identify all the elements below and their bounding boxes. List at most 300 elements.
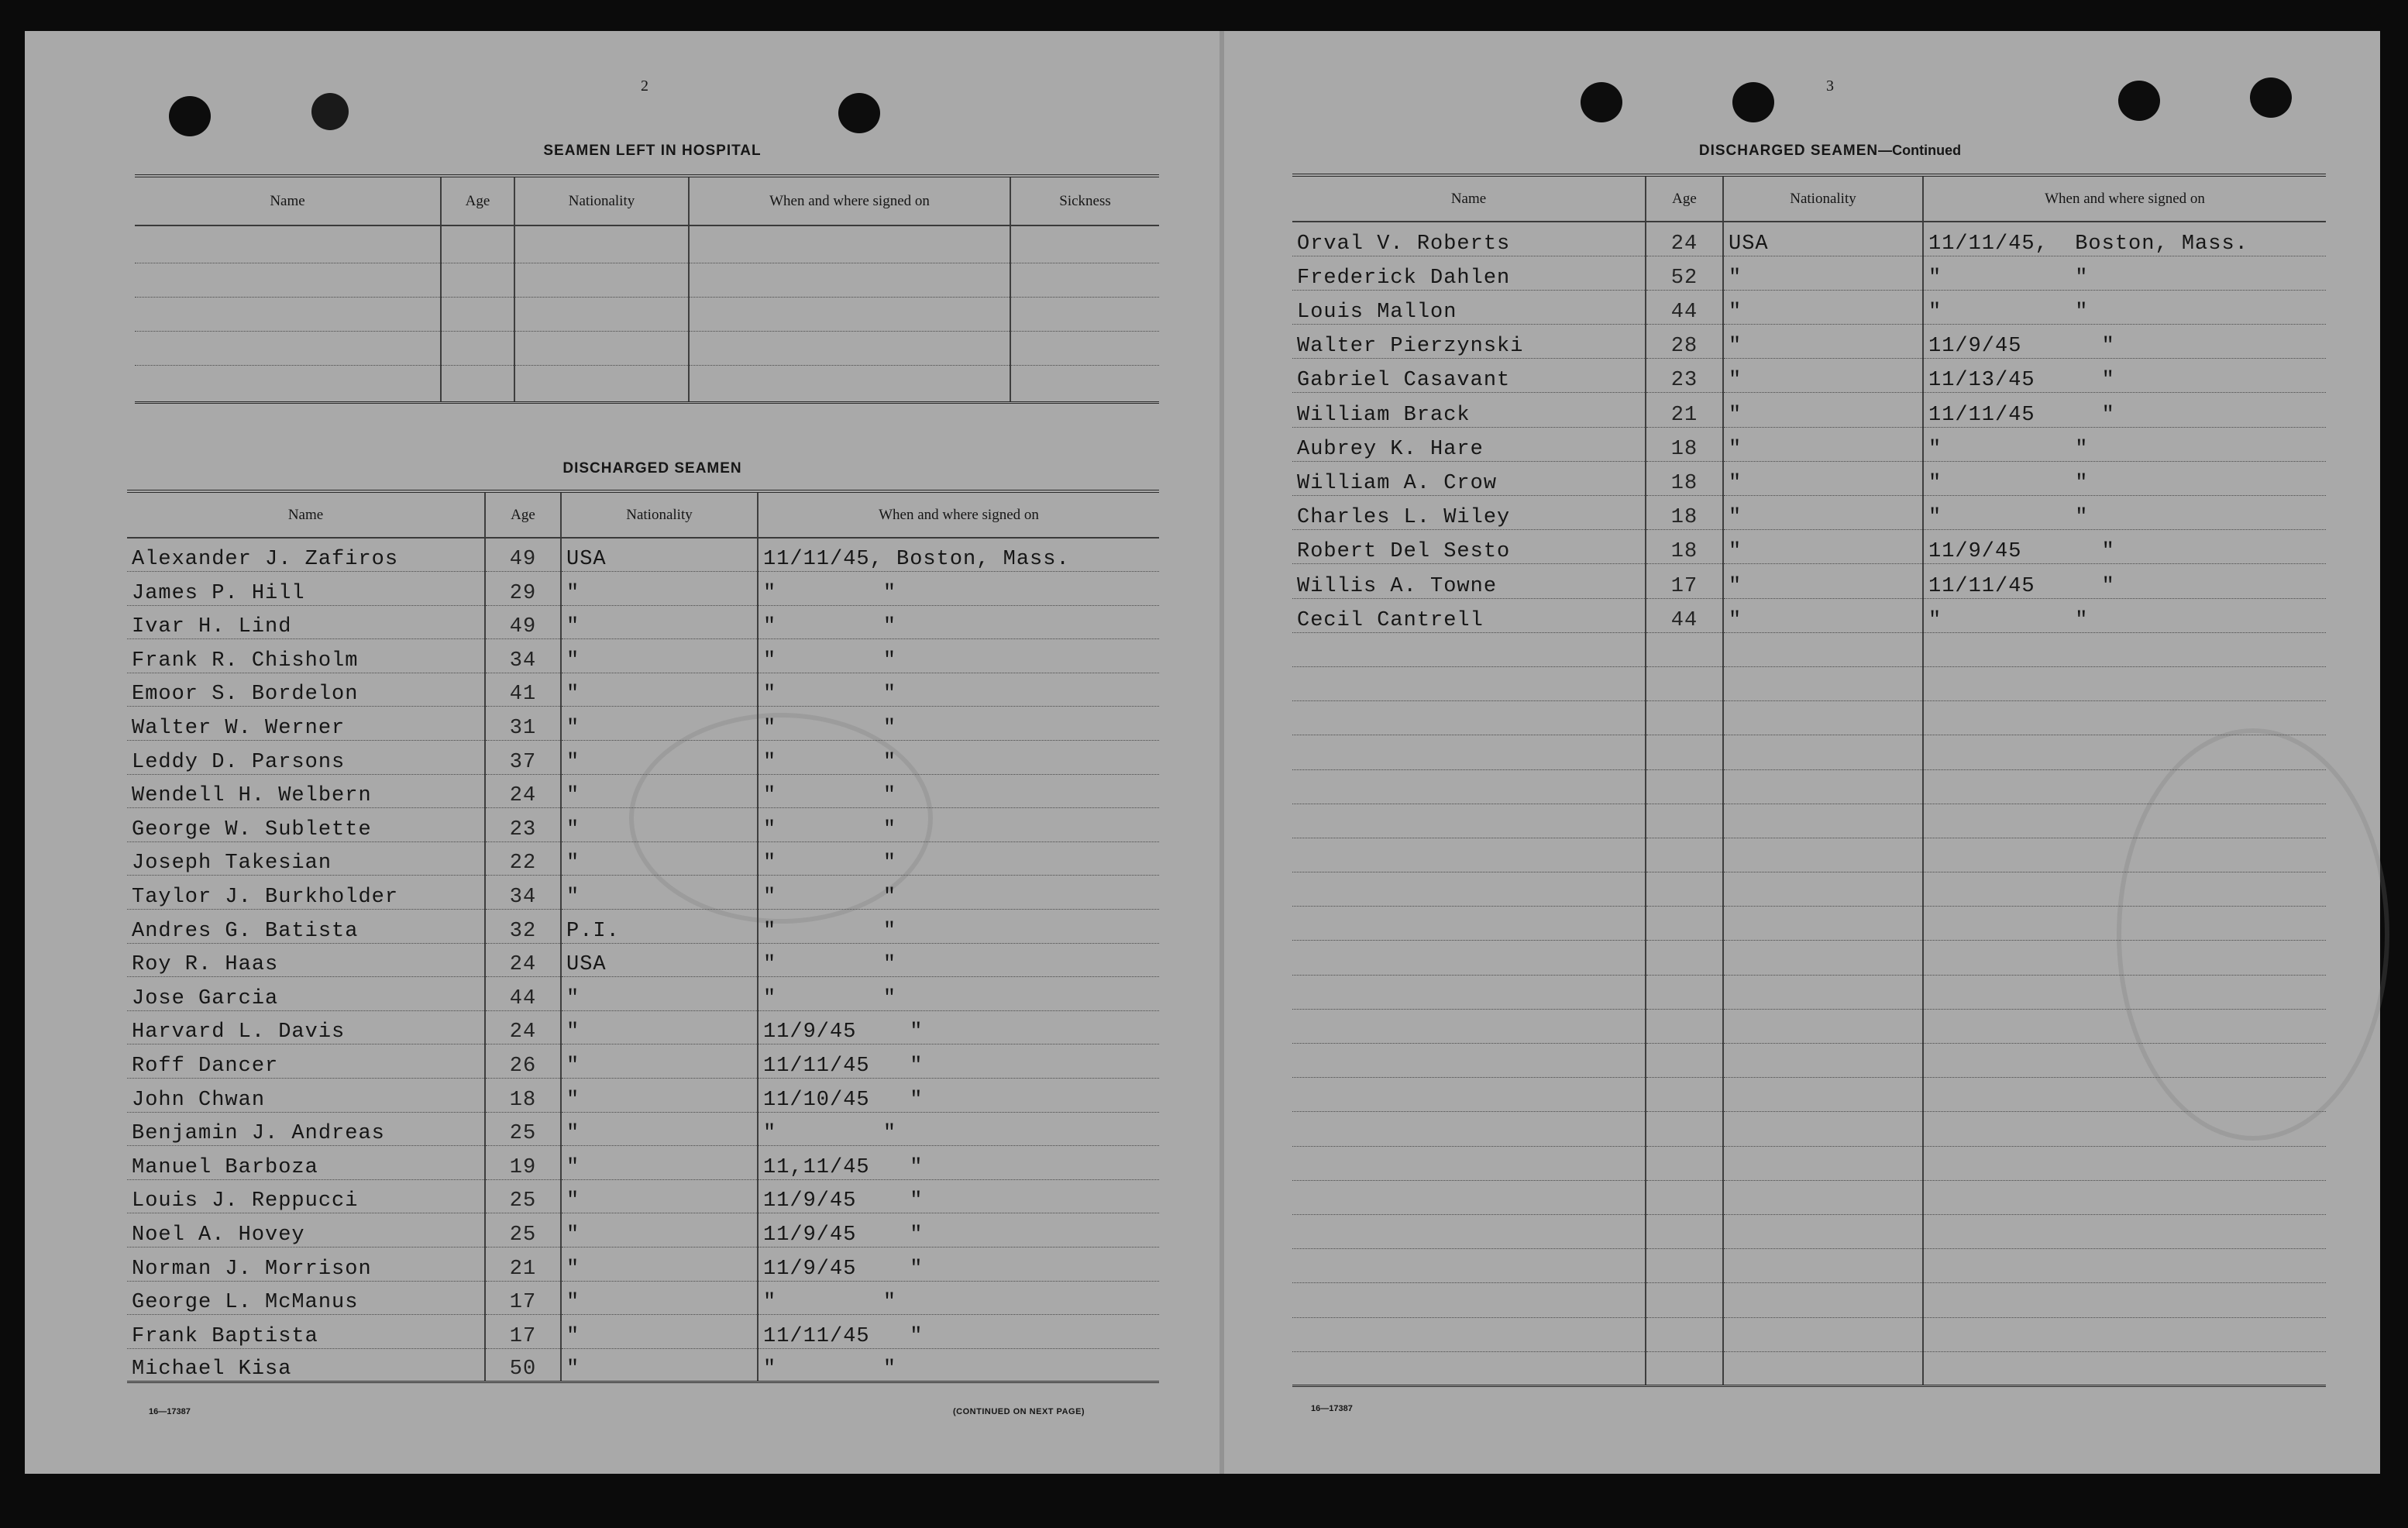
age-cell: 18 (1646, 530, 1723, 564)
age-cell: 18 (1646, 427, 1723, 461)
name-cell (1292, 1009, 1646, 1043)
name-cell: John Chwan (127, 1079, 485, 1113)
signed-on-cell (1923, 838, 2326, 872)
name-cell: Noel A. Hovey (127, 1213, 485, 1248)
col-header-name: Name (127, 491, 485, 538)
name-cell: Leddy D. Parsons (127, 741, 485, 775)
table-row (127, 1213, 1159, 1248)
name-cell (1292, 1283, 1646, 1317)
nationality-cell (1723, 1317, 1923, 1351)
table-row (127, 1146, 1159, 1180)
table-row (1292, 393, 2326, 427)
nationality-cell: " (561, 673, 758, 707)
age-cell: 22 (485, 841, 561, 876)
discharged-continued-title (1652, 143, 2008, 160)
col-header-name: Name (1292, 175, 1646, 222)
form-number: 16—17387 (149, 1407, 191, 1416)
table-row (127, 707, 1159, 741)
nationality-cell: " (561, 977, 758, 1011)
table-row (1292, 325, 2326, 359)
nationality-cell (1723, 975, 1923, 1009)
name-cell (1292, 838, 1646, 872)
age-cell: 31 (485, 707, 561, 741)
nationality-cell (1723, 1146, 1923, 1180)
age-cell (1646, 804, 1723, 838)
age-cell (1646, 872, 1723, 907)
name-cell: Charles L. Wiley (1292, 496, 1646, 530)
table-row (127, 876, 1159, 910)
nationality-cell: " (561, 605, 758, 639)
nationality-cell: USA (561, 538, 758, 572)
col-header-signed-on: When and where signed on (758, 491, 1159, 538)
name-cell: Jose Garcia (127, 977, 485, 1011)
signed-on-cell: " " (1923, 427, 2326, 461)
signed-on-cell: " " (758, 977, 1159, 1011)
nationality-cell (1723, 1214, 1923, 1248)
col-header-sickness: Sickness (1010, 176, 1159, 225)
name-cell (1292, 1214, 1646, 1248)
age-cell: 29 (485, 572, 561, 606)
table-row (1292, 1249, 2326, 1283)
name-cell: Norman J. Morrison (127, 1247, 485, 1281)
signed-on-cell: " " (758, 639, 1159, 673)
signed-on-cell (1923, 701, 2326, 735)
name-cell: James P. Hill (127, 572, 485, 606)
signed-on-cell: " " (758, 774, 1159, 808)
name-cell (1292, 907, 1646, 941)
age-cell (1646, 1112, 1723, 1146)
age-cell: 41 (485, 673, 561, 707)
name-cell (1292, 1044, 1646, 1078)
col-header-name: Name (135, 176, 441, 225)
signed-on-cell: 11/9/45 " (1923, 325, 2326, 359)
age-cell: 34 (485, 639, 561, 673)
table-row (1292, 1180, 2326, 1214)
age-cell (1646, 975, 1723, 1009)
table-row (1292, 804, 2326, 838)
signed-on-cell: " " (758, 605, 1159, 639)
age-cell: 49 (485, 605, 561, 639)
nationality-cell: USA (1723, 222, 1923, 256)
age-cell (1646, 666, 1723, 700)
signed-on-cell: 11,11/45 " (758, 1146, 1159, 1180)
signed-on-cell (1923, 804, 2326, 838)
table-row (1292, 838, 2326, 872)
name-cell (1292, 769, 1646, 804)
age-cell: 21 (485, 1247, 561, 1281)
table-row (127, 841, 1159, 876)
name-cell: Roff Dancer (127, 1044, 485, 1079)
nationality-cell: " (561, 1348, 758, 1382)
nationality-cell: " (561, 841, 758, 876)
continued-note: (CONTINUED ON NEXT PAGE) (953, 1407, 1085, 1416)
age-cell: 23 (1646, 359, 1723, 393)
col-header-age: Age (441, 176, 514, 225)
signed-on-cell: " " (1923, 256, 2326, 290)
table-row (127, 673, 1159, 707)
table-row (1292, 256, 2326, 290)
signed-on-cell: " " (758, 1112, 1159, 1146)
age-cell: 18 (1646, 461, 1723, 495)
table-row (127, 538, 1159, 572)
signed-on-cell (1923, 1180, 2326, 1214)
nationality-cell: " (561, 1247, 758, 1281)
table-row (1292, 1112, 2326, 1146)
name-cell (1292, 1351, 1646, 1385)
table-row (1292, 290, 2326, 324)
nationality-cell: " (561, 741, 758, 775)
age-cell (1646, 1180, 1723, 1214)
signed-on-cell: 11/11/45 " (758, 1315, 1159, 1349)
age-cell: 50 (485, 1348, 561, 1382)
age-cell (1646, 1249, 1723, 1283)
signed-on-cell (1923, 1146, 2326, 1180)
table-row (1292, 530, 2326, 564)
table-row (127, 1281, 1159, 1315)
table-row (1292, 1146, 2326, 1180)
name-cell: Roy R. Haas (127, 943, 485, 977)
age-cell: 24 (485, 943, 561, 977)
age-cell: 23 (485, 808, 561, 842)
signed-on-cell: " " (758, 943, 1159, 977)
table-row (127, 774, 1159, 808)
signed-on-cell: " " (758, 572, 1159, 606)
nationality-cell: " (561, 707, 758, 741)
age-cell (1646, 1214, 1723, 1248)
name-cell: Andres G. Batista (127, 910, 485, 944)
age-cell: 25 (485, 1213, 561, 1248)
signed-on-cell (1923, 632, 2326, 666)
signed-on-cell (1923, 666, 2326, 700)
table-row (1292, 1214, 2326, 1248)
nationality-cell: " (561, 639, 758, 673)
table-row (127, 639, 1159, 673)
col-header-age: Age (485, 491, 561, 538)
table-row (127, 1179, 1159, 1213)
table-row (1292, 666, 2326, 700)
name-cell: Alexander J. Zafiros (127, 538, 485, 572)
table-row (127, 1247, 1159, 1281)
signed-on-cell: " " (1923, 461, 2326, 495)
signed-on-cell: " " (758, 808, 1159, 842)
name-cell: Gabriel Casavant (1292, 359, 1646, 393)
table-row (1292, 1317, 2326, 1351)
table-row (1292, 1351, 2326, 1385)
nationality-cell (1723, 735, 1923, 769)
signed-on-cell: 11/9/45 " (758, 1179, 1159, 1213)
col-header-nationality: Nationality (1723, 175, 1923, 222)
signed-on-cell: " " (758, 1348, 1159, 1382)
age-cell (1646, 735, 1723, 769)
table-row (127, 1079, 1159, 1113)
hospital-section-title: SEAMEN LEFT IN HOSPITAL (543, 143, 762, 159)
signed-on-cell: " " (758, 876, 1159, 910)
table-row (127, 808, 1159, 842)
table-row (127, 1010, 1159, 1044)
age-cell (1646, 941, 1723, 975)
nationality-cell: " (1723, 256, 1923, 290)
signed-on-cell: " " (758, 1281, 1159, 1315)
nationality-cell: " (561, 808, 758, 842)
discharged-continued-table (1292, 174, 2326, 1387)
nationality-cell: " (1723, 359, 1923, 393)
signed-on-cell (1923, 907, 2326, 941)
signed-on-cell (1923, 769, 2326, 804)
age-cell: 32 (485, 910, 561, 944)
name-cell: William A. Crow (1292, 461, 1646, 495)
nationality-cell (1723, 872, 1923, 907)
table-row (1292, 872, 2326, 907)
table-row (127, 1112, 1159, 1146)
nationality-cell (1723, 907, 1923, 941)
name-cell: Willis A. Towne (1292, 564, 1646, 598)
age-cell: 24 (485, 774, 561, 808)
table-row (1292, 496, 2326, 530)
signed-on-cell: 11/11/45, Boston, Mass. (1923, 222, 2326, 256)
age-cell (1646, 1283, 1723, 1317)
age-cell: 37 (485, 741, 561, 775)
nationality-cell: " (561, 876, 758, 910)
name-cell: Manuel Barboza (127, 1146, 485, 1180)
title-text: DISCHARGED SEAMEN (1698, 143, 1879, 159)
nationality-cell (1723, 632, 1923, 666)
signed-on-cell: " " (1923, 598, 2326, 632)
age-cell: 24 (1646, 222, 1723, 256)
nationality-cell: " (1723, 496, 1923, 530)
nationality-cell: " (561, 1281, 758, 1315)
right-page (1280, 77, 2357, 1426)
signed-on-cell: " " (758, 910, 1159, 944)
name-cell: Michael Kisa (127, 1348, 485, 1382)
table-row (127, 910, 1159, 944)
table-row (1292, 359, 2326, 393)
table-row (135, 331, 1159, 365)
table-row (127, 943, 1159, 977)
name-cell (1292, 872, 1646, 907)
name-cell (1292, 804, 1646, 838)
table-row (1292, 1078, 2326, 1112)
age-cell: 17 (485, 1281, 561, 1315)
age-cell: 44 (1646, 598, 1723, 632)
name-cell: Frederick Dahlen (1292, 256, 1646, 290)
age-cell: 25 (485, 1179, 561, 1213)
name-cell (1292, 1078, 1646, 1112)
name-cell: Joseph Takesian (127, 841, 485, 876)
name-cell: Taylor J. Burkholder (127, 876, 485, 910)
signed-on-cell (1923, 1078, 2326, 1112)
name-cell (1292, 1146, 1646, 1180)
age-cell (1646, 701, 1723, 735)
nationality-cell (1723, 941, 1923, 975)
table-row (1292, 769, 2326, 804)
page-number: 3 (1826, 77, 1834, 95)
nationality-cell (1723, 701, 1923, 735)
name-cell (1292, 1180, 1646, 1214)
nationality-cell: " (1723, 393, 1923, 427)
table-row (1292, 1009, 2326, 1043)
signed-on-cell: 11/11/45 " (1923, 564, 2326, 598)
nationality-cell: " (561, 572, 758, 606)
nationality-cell (1723, 1351, 1923, 1385)
title-suffix: —Continued (1878, 143, 1962, 158)
nationality-cell: " (1723, 530, 1923, 564)
age-cell: 18 (485, 1079, 561, 1113)
nationality-cell: " (1723, 427, 1923, 461)
name-cell: Harvard L. Davis (127, 1010, 485, 1044)
form-number: 16—17387 (1311, 1404, 1353, 1413)
signed-on-cell: " " (758, 673, 1159, 707)
name-cell (1292, 941, 1646, 975)
table-row (127, 1044, 1159, 1079)
nationality-cell (1723, 1044, 1923, 1078)
signed-on-cell (1923, 1214, 2326, 1248)
name-cell (1292, 1249, 1646, 1283)
table-row (127, 572, 1159, 606)
nationality-cell: " (561, 1010, 758, 1044)
name-cell: Wendell H. Welbern (127, 774, 485, 808)
signed-on-cell (1923, 1044, 2326, 1078)
col-header-age: Age (1646, 175, 1723, 222)
name-cell (1292, 701, 1646, 735)
age-cell: 18 (1646, 496, 1723, 530)
name-cell: Walter Pierzynski (1292, 325, 1646, 359)
age-cell: 49 (485, 538, 561, 572)
table-row (135, 263, 1159, 297)
age-cell (1646, 632, 1723, 666)
signed-on-cell: " " (758, 741, 1159, 775)
page-number: 2 (641, 77, 648, 95)
table-row (127, 741, 1159, 775)
nationality-cell: " (561, 774, 758, 808)
name-cell: Cecil Cantrell (1292, 598, 1646, 632)
nationality-cell: " (561, 1213, 758, 1248)
age-cell: 44 (1646, 290, 1723, 324)
table-row (1292, 598, 2326, 632)
nationality-cell (1723, 666, 1923, 700)
age-cell: 34 (485, 876, 561, 910)
signed-on-cell (1923, 1112, 2326, 1146)
nationality-cell: " (561, 1044, 758, 1079)
nationality-cell (1723, 804, 1923, 838)
nationality-cell: " (561, 1146, 758, 1180)
table-row (1292, 222, 2326, 256)
name-cell: Emoor S. Bordelon (127, 673, 485, 707)
signed-on-cell: 11/9/45 " (758, 1010, 1159, 1044)
table-row (135, 365, 1159, 402)
name-cell: Robert Del Sesto (1292, 530, 1646, 564)
signed-on-cell (1923, 1351, 2326, 1385)
age-cell (1646, 1078, 1723, 1112)
signed-on-cell: 11/11/45, Boston, Mass. (758, 538, 1159, 572)
nationality-cell (1723, 769, 1923, 804)
nationality-cell: USA (561, 943, 758, 977)
name-cell: Walter W. Werner (127, 707, 485, 741)
table-row (1292, 735, 2326, 769)
nationality-cell: " (1723, 461, 1923, 495)
table-row (1292, 701, 2326, 735)
name-cell: Orval V. Roberts (1292, 222, 1646, 256)
nationality-cell: " (1723, 325, 1923, 359)
signed-on-cell (1923, 941, 2326, 975)
age-cell: 19 (485, 1146, 561, 1180)
table-row (127, 605, 1159, 639)
col-header-nationality: Nationality (561, 491, 758, 538)
signed-on-cell: 11/11/45 " (1923, 393, 2326, 427)
table-row (127, 1315, 1159, 1349)
age-cell: 24 (485, 1010, 561, 1044)
name-cell (1292, 1317, 1646, 1351)
signed-on-cell (1923, 735, 2326, 769)
signed-on-cell: " " (1923, 290, 2326, 324)
signed-on-cell (1923, 1283, 2326, 1317)
name-cell: William Brack (1292, 393, 1646, 427)
table-row (1292, 427, 2326, 461)
name-cell: George L. McManus (127, 1281, 485, 1315)
signed-on-cell: 11/9/45 " (758, 1213, 1159, 1248)
age-cell: 25 (485, 1112, 561, 1146)
name-cell (1292, 735, 1646, 769)
nationality-cell: " (561, 1315, 758, 1349)
age-cell (1646, 1044, 1723, 1078)
nationality-cell (1723, 1112, 1923, 1146)
col-header-signed-on: When and where signed on (689, 176, 1010, 225)
nationality-cell: " (561, 1079, 758, 1113)
nationality-cell: " (561, 1112, 758, 1146)
age-cell: 28 (1646, 325, 1723, 359)
age-cell (1646, 1317, 1723, 1351)
col-header-nationality: Nationality (514, 176, 689, 225)
nationality-cell: P.I. (561, 910, 758, 944)
signed-on-cell: " " (758, 841, 1159, 876)
table-row (1292, 461, 2326, 495)
name-cell: Frank Baptista (127, 1315, 485, 1349)
table-row (127, 1348, 1159, 1382)
age-cell: 44 (485, 977, 561, 1011)
name-cell (1292, 975, 1646, 1009)
col-header-signed-on: When and where signed on (1923, 175, 2326, 222)
name-cell (1292, 1112, 1646, 1146)
scanned-sheet (25, 31, 2380, 1474)
table-row (1292, 907, 2326, 941)
age-cell (1646, 1351, 1723, 1385)
age-cell (1646, 1146, 1723, 1180)
name-cell: Benjamin J. Andreas (127, 1112, 485, 1146)
signed-on-cell (1923, 1317, 2326, 1351)
nationality-cell (1723, 1009, 1923, 1043)
signed-on-cell: " " (758, 707, 1159, 741)
age-cell (1646, 907, 1723, 941)
signed-on-cell (1923, 1249, 2326, 1283)
name-cell: Frank R. Chisholm (127, 639, 485, 673)
nationality-cell (1723, 1078, 1923, 1112)
name-cell: Louis Mallon (1292, 290, 1646, 324)
table-row (135, 225, 1159, 263)
signed-on-cell (1923, 872, 2326, 907)
name-cell: Louis J. Reppucci (127, 1179, 485, 1213)
name-cell: Ivar H. Lind (127, 605, 485, 639)
left-page (102, 77, 1171, 1426)
name-cell (1292, 666, 1646, 700)
nationality-cell (1723, 1283, 1923, 1317)
table-row (1292, 632, 2326, 666)
page-fold (1219, 31, 1224, 1474)
signed-on-cell (1923, 975, 2326, 1009)
name-cell (1292, 632, 1646, 666)
nationality-cell: " (1723, 564, 1923, 598)
table-row (1292, 1283, 2326, 1317)
name-cell: George W. Sublette (127, 808, 485, 842)
discharged-section-title: DISCHARGED SEAMEN (562, 460, 742, 477)
